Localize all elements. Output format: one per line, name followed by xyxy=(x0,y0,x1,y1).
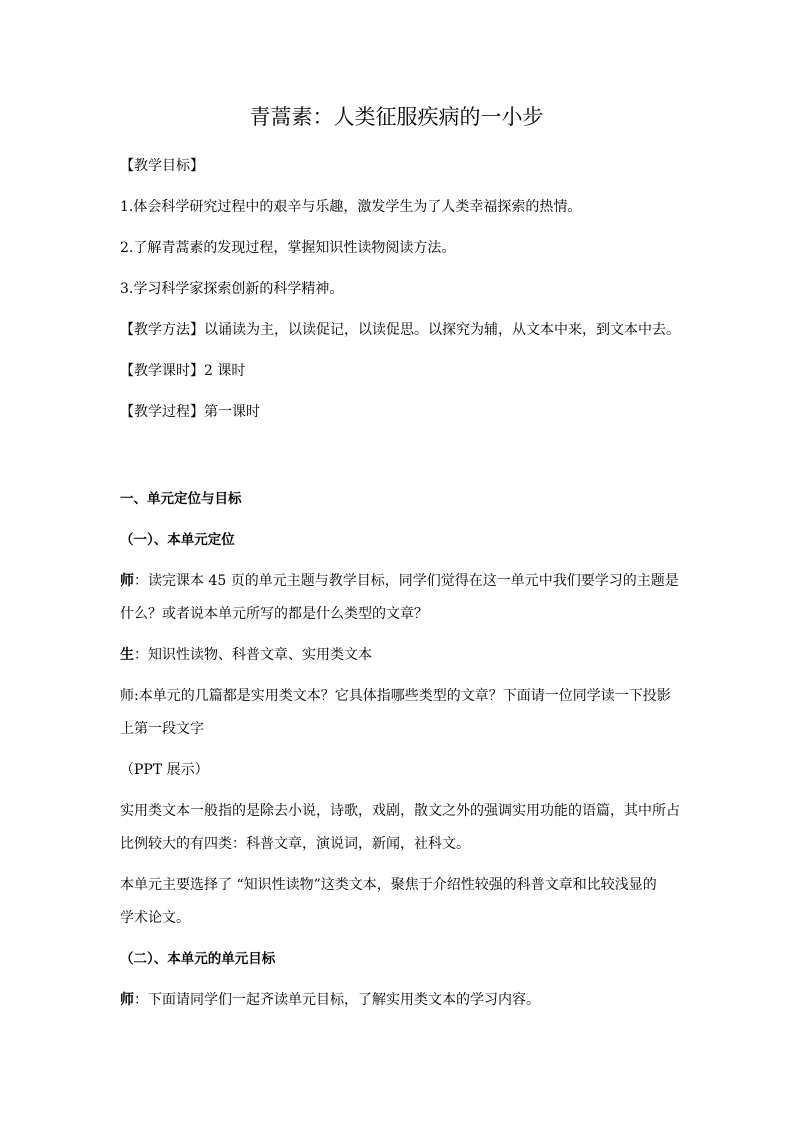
objective-item-1: 1.体会科学研究过程中的艰辛与乐趣，激发学生为了人类幸福探索的热情。 xyxy=(120,199,582,215)
paragraph-1-line-1: 实用类文本一般指的是除去小说，诗歌，戏剧，散文之外的强调实用功能的语篇，其中所占 xyxy=(120,803,680,819)
section-1-heading: 一、单元定位与目标 xyxy=(120,491,242,507)
teaching-process xyxy=(120,403,260,421)
subsection-2-heading: （二）、本单元的单元目标 xyxy=(120,951,276,967)
ppt-note: （PPT 展示） xyxy=(120,762,209,778)
teaching-method xyxy=(120,321,680,339)
paragraph-1-line-2: 比例较大的有四类：科普文章，演说词，新闻，社科文。 xyxy=(120,836,470,852)
teacher-question-line-2: 什么？或者说本单元所写的都是什么类型的文章？ xyxy=(120,606,428,622)
teacher-label-2: 师 xyxy=(120,992,134,1008)
teaching-process-text: 第一课时 xyxy=(204,404,260,420)
teaching-hours-text: 2 课时 xyxy=(204,363,246,379)
paragraph-2-line-1: 本单元主要选择了 “知识性读物”这类文本，聚焦于介绍性较强的科普文章和比较浅显的 xyxy=(120,877,657,893)
teacher-instruction xyxy=(120,991,540,1009)
teacher-question-text: ：读完课本 45 页的单元主题与教学目标，同学们觉得在这一单元中我们要学习的主题是 xyxy=(134,573,679,589)
document-title: 青蒿素：人类征服疾病的一小步 xyxy=(249,105,544,129)
subsection-1-heading: （一）、本单元定位 xyxy=(120,532,235,548)
paragraph-2-line-2: 学术论文。 xyxy=(120,910,190,926)
objective-item-2: 2.了解青蒿素的发现过程，掌握知识性读物阅读方法。 xyxy=(120,240,456,256)
student-label: 生 xyxy=(120,647,134,663)
teaching-process-label: 【教学过程】 xyxy=(120,404,204,420)
teacher-question-line-1 xyxy=(120,572,679,590)
teacher-prompt-line-2: 上第一段文字 xyxy=(120,721,204,737)
teaching-hours xyxy=(120,362,245,380)
student-answer-text: ：知识性读物、科普文章、实用类文本 xyxy=(134,647,372,663)
teacher-instruction-text: ：下面请同学们一起齐读单元目标，了解实用类文本的学习内容。 xyxy=(134,992,540,1008)
teacher-label: 师 xyxy=(120,573,134,589)
student-answer xyxy=(120,646,372,664)
teacher-prompt-line-1: 师:本单元的几篇都是实用类文本？它具体指哪些类型的文章？下面请一位同学读一下投影 xyxy=(120,688,671,704)
objective-item-3: 3.学习科学家探索创新的科学精神。 xyxy=(120,281,344,297)
teaching-method-text: 以诵读为主，以读促记，以读促思。以探究为辅，从文本中来，到文本中去。 xyxy=(204,322,680,338)
teaching-hours-label: 【教学课时】 xyxy=(120,363,204,379)
objectives-header: 【教学目标】 xyxy=(120,158,204,174)
teaching-method-label: 【教学方法】 xyxy=(120,322,204,338)
